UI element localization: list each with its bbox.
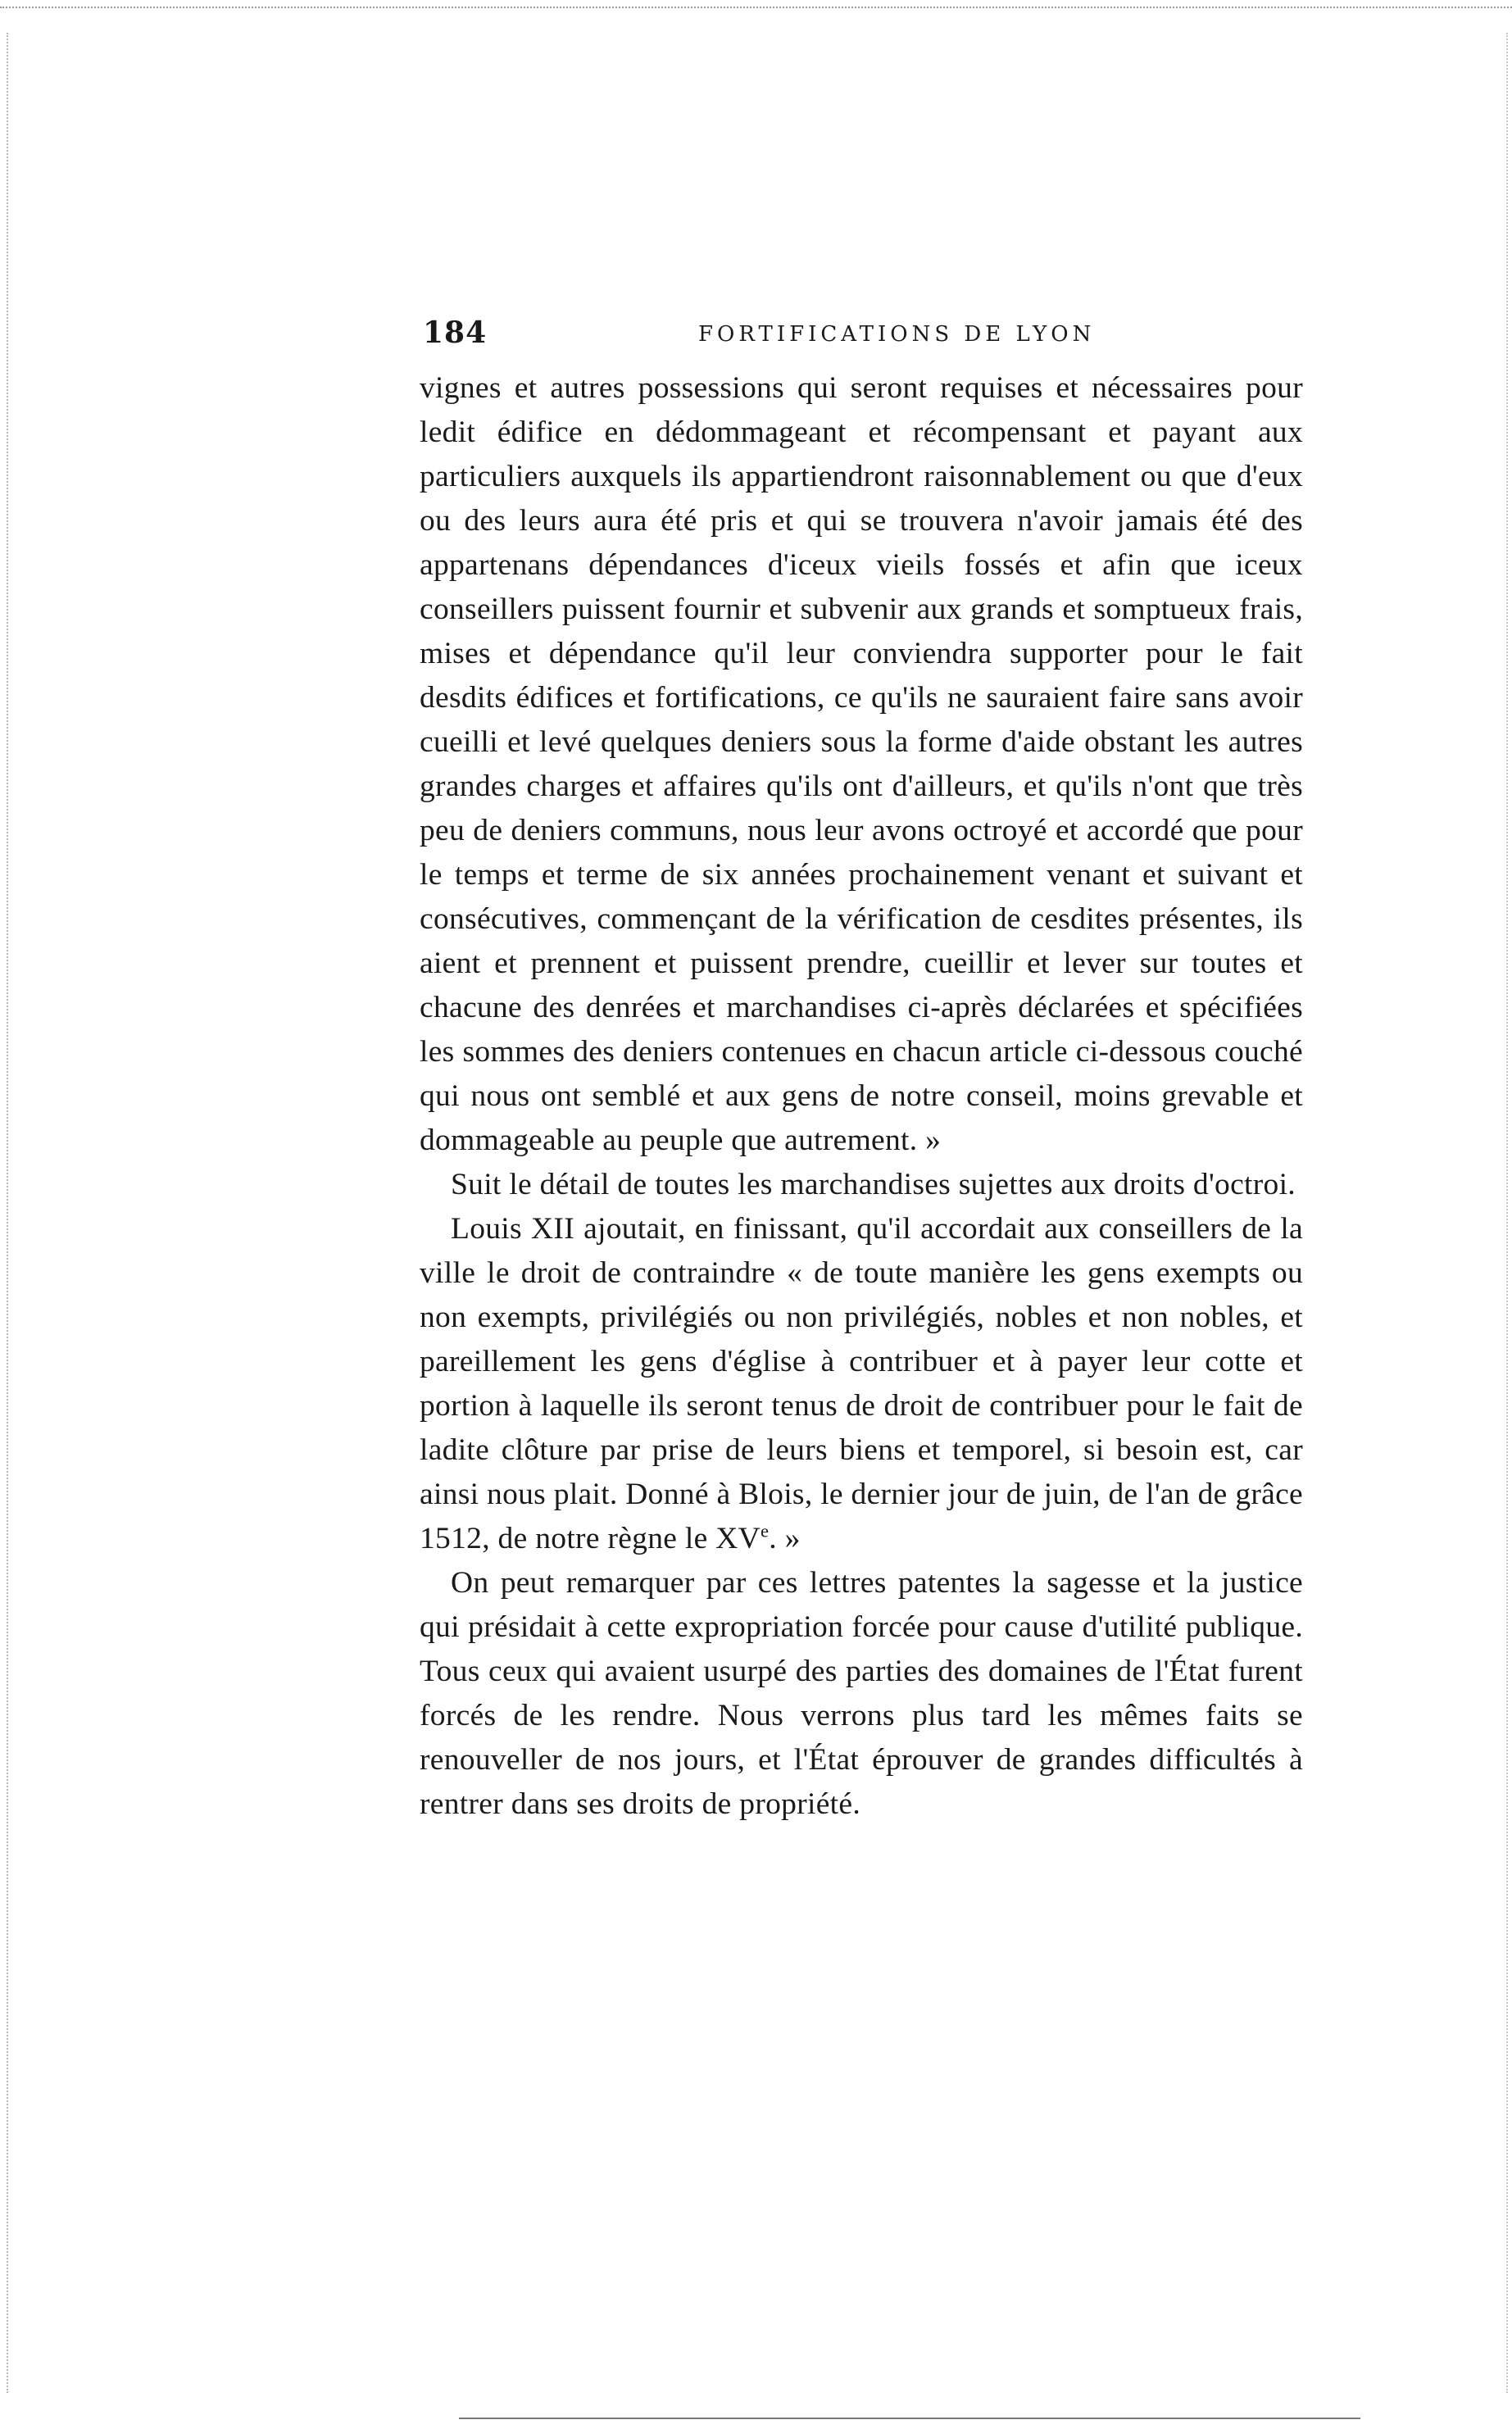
paragraph-4: On peut remarquer par ces lettres patentes la sagesse et la justice qui présidait à cette expropriation forcée pour cause d'utilité publique. Tous ceux qui avaient usurpé des parties des domaines de l'État furent forcés de les rendre. Nous verrons plus tard les mêmes faits se renouveller de nos jours, et l'État éprouver de grandes difficultés à rentrer dans ses droits de propriété. xyxy=(420,1566,1303,1821)
scan-edge-top xyxy=(0,7,1512,8)
running-title: FORTIFICATIONS DE LYON xyxy=(698,322,1096,347)
paragraph-3 xyxy=(420,1207,1303,1561)
page-number: 184 xyxy=(423,316,488,350)
book-page xyxy=(420,316,1303,1827)
running-head xyxy=(420,316,1303,365)
scan-margin-right xyxy=(1506,33,1508,2393)
scan-margin-left xyxy=(7,33,8,2393)
scan-edge-bottom xyxy=(459,2418,1360,2419)
paragraph-1: vignes et autres possessions qui seront requises et nécessaires pour ledit édifice en dédommageant et récompensant et payant aux particuliers auxquels ils appartiendront raisonnablement ou que d'eux ou des leurs aura été pris et qui se trouvera n'avoir jamais été des appartenans dépendances d'iceux vieils fossés et afin que iceux conseillers puissent fournir et subvenir aux grands et somptueux frais, mises et dépendance qu'il leur conviendra supporter pour le fait desdits édifices et fortifications, ce qu'ils ne sauraient faire sans avoir cueilli et levé quelques deniers sous la forme d'aide obstant les autres grandes charges et affaires qu'ils ont d'ailleurs, et qu'ils n'ont que très peu de deniers communs, nous leur avons octroyé et accordé que pour le temps et terme de six années prochainement venant et suivant et consécutives, commençant de la vérification de cesdites présentes, ils aient et prennent et puissent prendre, cueillir et lever sur toutes et chacune des denrées et marchandises ci-après déclarées et spécifiées les sommes des deniers contenues en chacun article ci-dessous couché qui nous ont semblé et aux gens de notre conseil, moins grevable et dommageable au peuple que autrement. » xyxy=(420,371,1303,1157)
body-text xyxy=(420,366,1303,1827)
ordinal-superscript: e xyxy=(761,1520,770,1541)
paragraph-2: Suit le détail de toutes les marchandises sujettes aux droits d'octroi. xyxy=(451,1168,1296,1201)
paragraph-3-text: Louis XII ajoutait, en finissant, qu'il accordait aux conseillers de la ville le droit de contraindre « de toute manière les gens exempts ou non exempts, privilégiés ou non privilégiés, nobles et non nobles, et pareillement les gens d'église à contribuer et à payer leur cotte et portion à laquelle ils seront tenus de droit de contribuer pour le fait de ladite clôture par prise de leurs biens et temporel, si besoin est, car ainsi nous plait. Donné à Blois, le dernier jour de juin, de l'an de grâce 1512, de notre règne le XV xyxy=(420,1212,1303,1555)
paragraph-3-closing: . » xyxy=(769,1522,801,1555)
